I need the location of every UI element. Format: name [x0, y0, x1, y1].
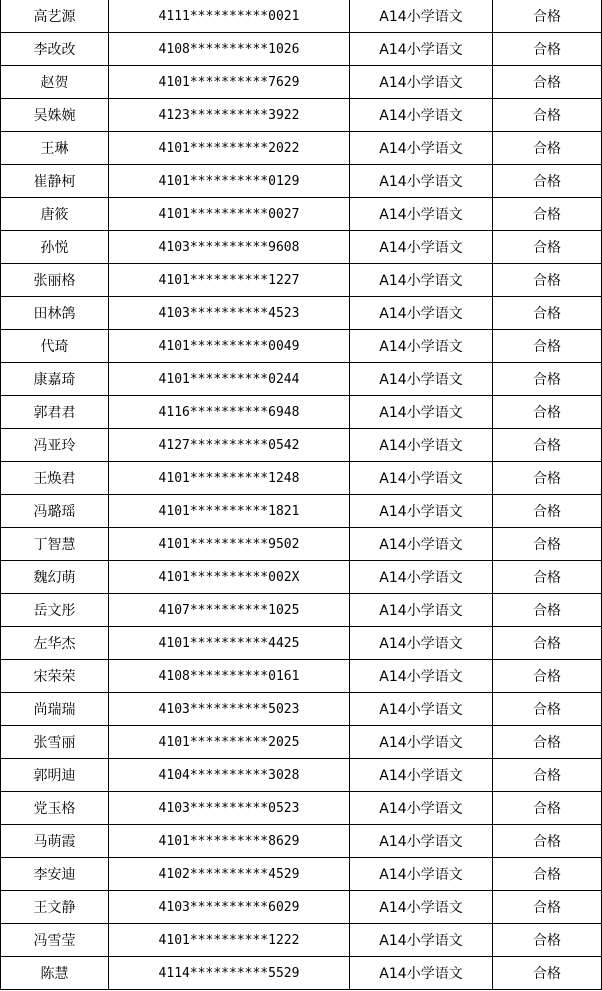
- subject-cell: A14小学语文: [350, 396, 493, 429]
- table-row: [1, 99, 602, 132]
- id-number-cell: 4101**********0129: [109, 165, 350, 198]
- id-number-cell: 4103**********4523: [109, 297, 350, 330]
- result-cell: 合格: [493, 495, 602, 528]
- id-number-cell: 4102**********4529: [109, 858, 350, 891]
- result-cell: 合格: [493, 792, 602, 825]
- result-cell: 合格: [493, 660, 602, 693]
- result-cell: 合格: [493, 264, 602, 297]
- id-number-cell: 4101**********0049: [109, 330, 350, 363]
- result-cell: 合格: [493, 198, 602, 231]
- table-row: [1, 726, 602, 759]
- result-cell: 合格: [493, 759, 602, 792]
- name-cell: 党玉格: [1, 792, 109, 825]
- name-cell: 代琦: [1, 330, 109, 363]
- subject-cell: A14小学语文: [350, 660, 493, 693]
- result-cell: 合格: [493, 99, 602, 132]
- id-number-cell: 4101**********7629: [109, 66, 350, 99]
- table-row: [1, 165, 602, 198]
- id-number-cell: 4111**********0021: [109, 0, 350, 33]
- result-cell: 合格: [493, 462, 602, 495]
- name-cell: 冯璐瑶: [1, 495, 109, 528]
- subject-cell: A14小学语文: [350, 99, 493, 132]
- subject-cell: A14小学语文: [350, 726, 493, 759]
- table-row: [1, 264, 602, 297]
- subject-cell: A14小学语文: [350, 759, 493, 792]
- result-cell: 合格: [493, 726, 602, 759]
- result-cell: 合格: [493, 396, 602, 429]
- result-cell: 合格: [493, 594, 602, 627]
- name-cell: 李安迪: [1, 858, 109, 891]
- subject-cell: A14小学语文: [350, 429, 493, 462]
- name-cell: 康嘉琦: [1, 363, 109, 396]
- table-row: [1, 594, 602, 627]
- table-row: [1, 792, 602, 825]
- table-row: [1, 693, 602, 726]
- id-number-cell: 4127**********0542: [109, 429, 350, 462]
- id-number-cell: 4101**********8629: [109, 825, 350, 858]
- subject-cell: A14小学语文: [350, 264, 493, 297]
- name-cell: 孙悦: [1, 231, 109, 264]
- name-cell: 岳文彤: [1, 594, 109, 627]
- result-cell: 合格: [493, 0, 602, 33]
- name-cell: 魏幻萌: [1, 561, 109, 594]
- subject-cell: A14小学语文: [350, 231, 493, 264]
- id-number-cell: 4114**********5529: [109, 957, 350, 990]
- subject-cell: A14小学语文: [350, 858, 493, 891]
- subject-cell: A14小学语文: [350, 924, 493, 957]
- result-cell: 合格: [493, 231, 602, 264]
- table-row: [1, 462, 602, 495]
- subject-cell: A14小学语文: [350, 33, 493, 66]
- name-cell: 宋荣荣: [1, 660, 109, 693]
- id-number-cell: 4101**********2025: [109, 726, 350, 759]
- result-cell: 合格: [493, 429, 602, 462]
- name-cell: 张雪丽: [1, 726, 109, 759]
- name-cell: 陈慧: [1, 957, 109, 990]
- table-row: [1, 957, 602, 990]
- table-row: [1, 363, 602, 396]
- results-table-body: [1, 0, 602, 990]
- id-number-cell: 4108**********0161: [109, 660, 350, 693]
- id-number-cell: 4107**********1025: [109, 594, 350, 627]
- id-number-cell: 4101**********1248: [109, 462, 350, 495]
- id-number-cell: 4101**********0027: [109, 198, 350, 231]
- subject-cell: A14小学语文: [350, 363, 493, 396]
- subject-cell: A14小学语文: [350, 66, 493, 99]
- subject-cell: A14小学语文: [350, 627, 493, 660]
- result-cell: 合格: [493, 693, 602, 726]
- name-cell: 高艺源: [1, 0, 109, 33]
- subject-cell: A14小学语文: [350, 165, 493, 198]
- id-number-cell: 4101**********9502: [109, 528, 350, 561]
- result-cell: 合格: [493, 924, 602, 957]
- table-row: [1, 429, 602, 462]
- result-cell: 合格: [493, 66, 602, 99]
- name-cell: 左华杰: [1, 627, 109, 660]
- table-row: [1, 759, 602, 792]
- id-number-cell: 4103**********9608: [109, 231, 350, 264]
- subject-cell: A14小学语文: [350, 132, 493, 165]
- subject-cell: A14小学语文: [350, 330, 493, 363]
- result-cell: 合格: [493, 33, 602, 66]
- table-row: [1, 924, 602, 957]
- subject-cell: A14小学语文: [350, 297, 493, 330]
- subject-cell: A14小学语文: [350, 0, 493, 33]
- name-cell: 崔静柯: [1, 165, 109, 198]
- subject-cell: A14小学语文: [350, 594, 493, 627]
- name-cell: 冯雪莹: [1, 924, 109, 957]
- subject-cell: A14小学语文: [350, 198, 493, 231]
- result-cell: 合格: [493, 957, 602, 990]
- subject-cell: A14小学语文: [350, 495, 493, 528]
- subject-cell: A14小学语文: [350, 825, 493, 858]
- table-row: [1, 0, 602, 33]
- table-row: [1, 132, 602, 165]
- name-cell: 郭明迪: [1, 759, 109, 792]
- id-number-cell: 4101**********1222: [109, 924, 350, 957]
- result-cell: 合格: [493, 132, 602, 165]
- name-cell: 丁智慧: [1, 528, 109, 561]
- table-row: [1, 231, 602, 264]
- table-row: [1, 33, 602, 66]
- table-row: [1, 825, 602, 858]
- id-number-cell: 4103**********6029: [109, 891, 350, 924]
- table-row: [1, 891, 602, 924]
- name-cell: 李改改: [1, 33, 109, 66]
- id-number-cell: 4104**********3028: [109, 759, 350, 792]
- name-cell: 王焕君: [1, 462, 109, 495]
- name-cell: 马萌霞: [1, 825, 109, 858]
- subject-cell: A14小学语文: [350, 792, 493, 825]
- table-row: [1, 660, 602, 693]
- name-cell: 赵贺: [1, 66, 109, 99]
- table-row: [1, 198, 602, 231]
- id-number-cell: 4103**********0523: [109, 792, 350, 825]
- id-number-cell: 4101**********1227: [109, 264, 350, 297]
- result-cell: 合格: [493, 528, 602, 561]
- id-number-cell: 4101**********2022: [109, 132, 350, 165]
- result-cell: 合格: [493, 363, 602, 396]
- id-number-cell: 4108**********1026: [109, 33, 350, 66]
- result-cell: 合格: [493, 825, 602, 858]
- table-row: [1, 396, 602, 429]
- table-row: [1, 561, 602, 594]
- name-cell: 王文静: [1, 891, 109, 924]
- id-number-cell: 4116**********6948: [109, 396, 350, 429]
- subject-cell: A14小学语文: [350, 462, 493, 495]
- id-number-cell: 4101**********0244: [109, 363, 350, 396]
- name-cell: 田林鸽: [1, 297, 109, 330]
- subject-cell: A14小学语文: [350, 957, 493, 990]
- id-number-cell: 4101**********002X: [109, 561, 350, 594]
- table-row: [1, 528, 602, 561]
- result-cell: 合格: [493, 297, 602, 330]
- name-cell: 唐筱: [1, 198, 109, 231]
- id-number-cell: 4103**********5023: [109, 693, 350, 726]
- id-number-cell: 4123**********3922: [109, 99, 350, 132]
- name-cell: 王琳: [1, 132, 109, 165]
- name-cell: 尚瑞瑞: [1, 693, 109, 726]
- result-cell: 合格: [493, 891, 602, 924]
- table-row: [1, 330, 602, 363]
- table-row: [1, 627, 602, 660]
- result-cell: 合格: [493, 165, 602, 198]
- result-cell: 合格: [493, 627, 602, 660]
- result-cell: 合格: [493, 858, 602, 891]
- name-cell: 张丽格: [1, 264, 109, 297]
- name-cell: 吴姝婉: [1, 99, 109, 132]
- table-row: [1, 858, 602, 891]
- name-cell: 郭君君: [1, 396, 109, 429]
- name-cell: 冯亚玲: [1, 429, 109, 462]
- table-row: [1, 66, 602, 99]
- subject-cell: A14小学语文: [350, 561, 493, 594]
- id-number-cell: 4101**********4425: [109, 627, 350, 660]
- id-number-cell: 4101**********1821: [109, 495, 350, 528]
- subject-cell: A14小学语文: [350, 693, 493, 726]
- table-row: [1, 297, 602, 330]
- result-cell: 合格: [493, 561, 602, 594]
- subject-cell: A14小学语文: [350, 891, 493, 924]
- subject-cell: A14小学语文: [350, 528, 493, 561]
- result-cell: 合格: [493, 330, 602, 363]
- table-row: [1, 495, 602, 528]
